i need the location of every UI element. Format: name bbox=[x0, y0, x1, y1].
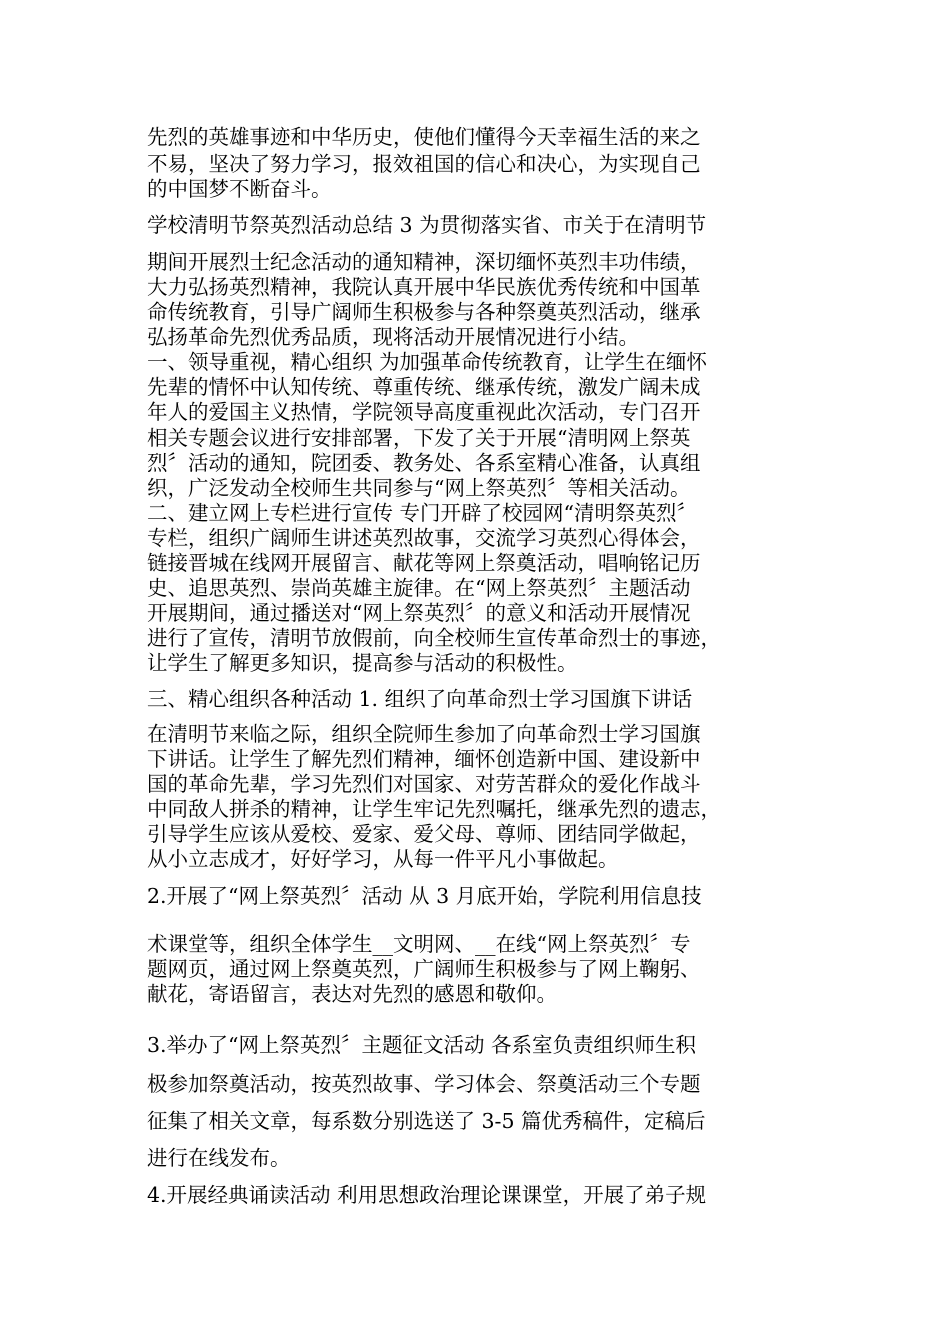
section-heading: 2.开展了“网上祭英烈〞活动 从 3 月底开始，学院利用信息技 bbox=[147, 884, 702, 908]
text-line: 开展期间，通过播送对“网上祭英烈〞的意义和活动开展情况 bbox=[147, 601, 691, 625]
section-heading: 3.举办了“网上祭英烈〞主题征文活动 各系室负责组织师生积 bbox=[147, 1033, 697, 1057]
text-line: 国的革命先辈，学习先烈们对国家、对劳苦群众的爱化作战斗 bbox=[147, 772, 701, 796]
text-line: 先辈的情怀中认知传统、尊重传统、继承传统，激发广阔未成 bbox=[147, 375, 701, 399]
section-heading: 三、精心组织各种活动 1. 组织了向革命烈士学习国旗下讲话 bbox=[147, 687, 693, 711]
text-line: 命传统教育，引导广阔师生积极参与各种祭奠英烈活动，继承 bbox=[147, 300, 701, 324]
text-line: 链接晋城在线网开展留言、献花等网上祭奠活动，唱响铭记历 bbox=[147, 551, 701, 575]
text-line: 织，广泛发动全校师生共同参与“网上祭英烈〞等相关活动。 bbox=[147, 476, 691, 500]
text-line: 引导学生应该从爱校、爱家、爱父母、尊师、团结同学做起， bbox=[147, 822, 701, 846]
text-line: 大力弘扬英烈精神，我院认真开展中华民族优秀传统和中国革 bbox=[147, 275, 701, 299]
section-heading: 一、领导重视，精心组织 为加强革命传统教育，让学生在缅怀 bbox=[147, 350, 708, 374]
text-line: 让学生了解更多知识，提高参与活动的积极性。 bbox=[147, 651, 578, 675]
text-line: 的中国梦不断奋斗。 bbox=[147, 177, 332, 201]
text-line: 史、追思英烈、崇尚英雄主旋律。在“网上祭英烈〞主题活动 bbox=[147, 576, 691, 600]
text-line: 题网页，通过网上祭奠英烈，广阔师生积极参与了网上鞠躬、 bbox=[147, 957, 701, 981]
text-line: 极参加祭奠活动，按英烈故事、学习体会、祭奠活动三个专题 bbox=[147, 1072, 701, 1096]
text-line: 中同敌人拼杀的精神，让学生牢记先烈嘱托，继承先烈的遗志， bbox=[147, 797, 721, 821]
text-line: 术课堂等，组织全体学生__文明网、__在线“网上祭英烈〞专 bbox=[147, 932, 691, 956]
section-heading: 二、建立网上专栏进行宣传 专门开辟了校园网“清明祭英烈〞 bbox=[147, 501, 697, 525]
text-line: 烈〞活动的通知，院团委、教务处、各系室精心准备，认真组 bbox=[147, 451, 701, 475]
text-line: 从小立志成才，好好学习，从每一件平凡小事做起。 bbox=[147, 847, 619, 871]
paragraph-heading: 学校清明节祭英烈活动总结 3 为贯彻落实省、市关于在清明节 bbox=[147, 213, 707, 237]
text-line: 进行了宣传，清明节放假前，向全校师生宣传革命烈士的事迹， bbox=[147, 626, 721, 650]
text-line: 下讲话。让学生了解先烈们精神，缅怀创造新中国、建设新中 bbox=[147, 747, 701, 771]
section-heading: 4.开展经典诵读活动 利用思想政治理论课课堂，开展了弟子规 bbox=[147, 1183, 707, 1207]
text-line: 在清明节来临之际，组织全院师生参加了向革命烈士学习国旗 bbox=[147, 722, 701, 746]
text-line: 征集了相关文章，每系数分别选送了 3-5 篇优秀稿件，定稿后 bbox=[147, 1109, 706, 1133]
text-line: 先烈的英雄事迹和中华历史，使他们懂得今天幸福生活的来之 bbox=[147, 125, 701, 149]
text-line: 献花，寄语留言，表达对先烈的感恩和敬仰。 bbox=[147, 982, 557, 1006]
text-line: 专栏，组织广阔师生讲述英烈故事，交流学习英烈心得体会， bbox=[147, 526, 701, 550]
text-line: 进行在线发布。 bbox=[147, 1146, 291, 1170]
text-line: 年人的爱国主义热情，学院领导高度重视此次活动，专门召开 bbox=[147, 400, 701, 424]
text-line: 期间开展烈士纪念活动的通知精神，深切缅怀英烈丰功伟绩， bbox=[147, 250, 701, 274]
text-line: 相关专题会议进行安排部署，下发了关于开展“清明网上祭英 bbox=[147, 426, 691, 450]
text-line: 弘扬革命先烈优秀品质，现将活动开展情况进行小结。 bbox=[147, 325, 639, 349]
text-line: 不易，坚决了努力学习，报效祖国的信心和决心，为实现自己 bbox=[147, 152, 701, 176]
